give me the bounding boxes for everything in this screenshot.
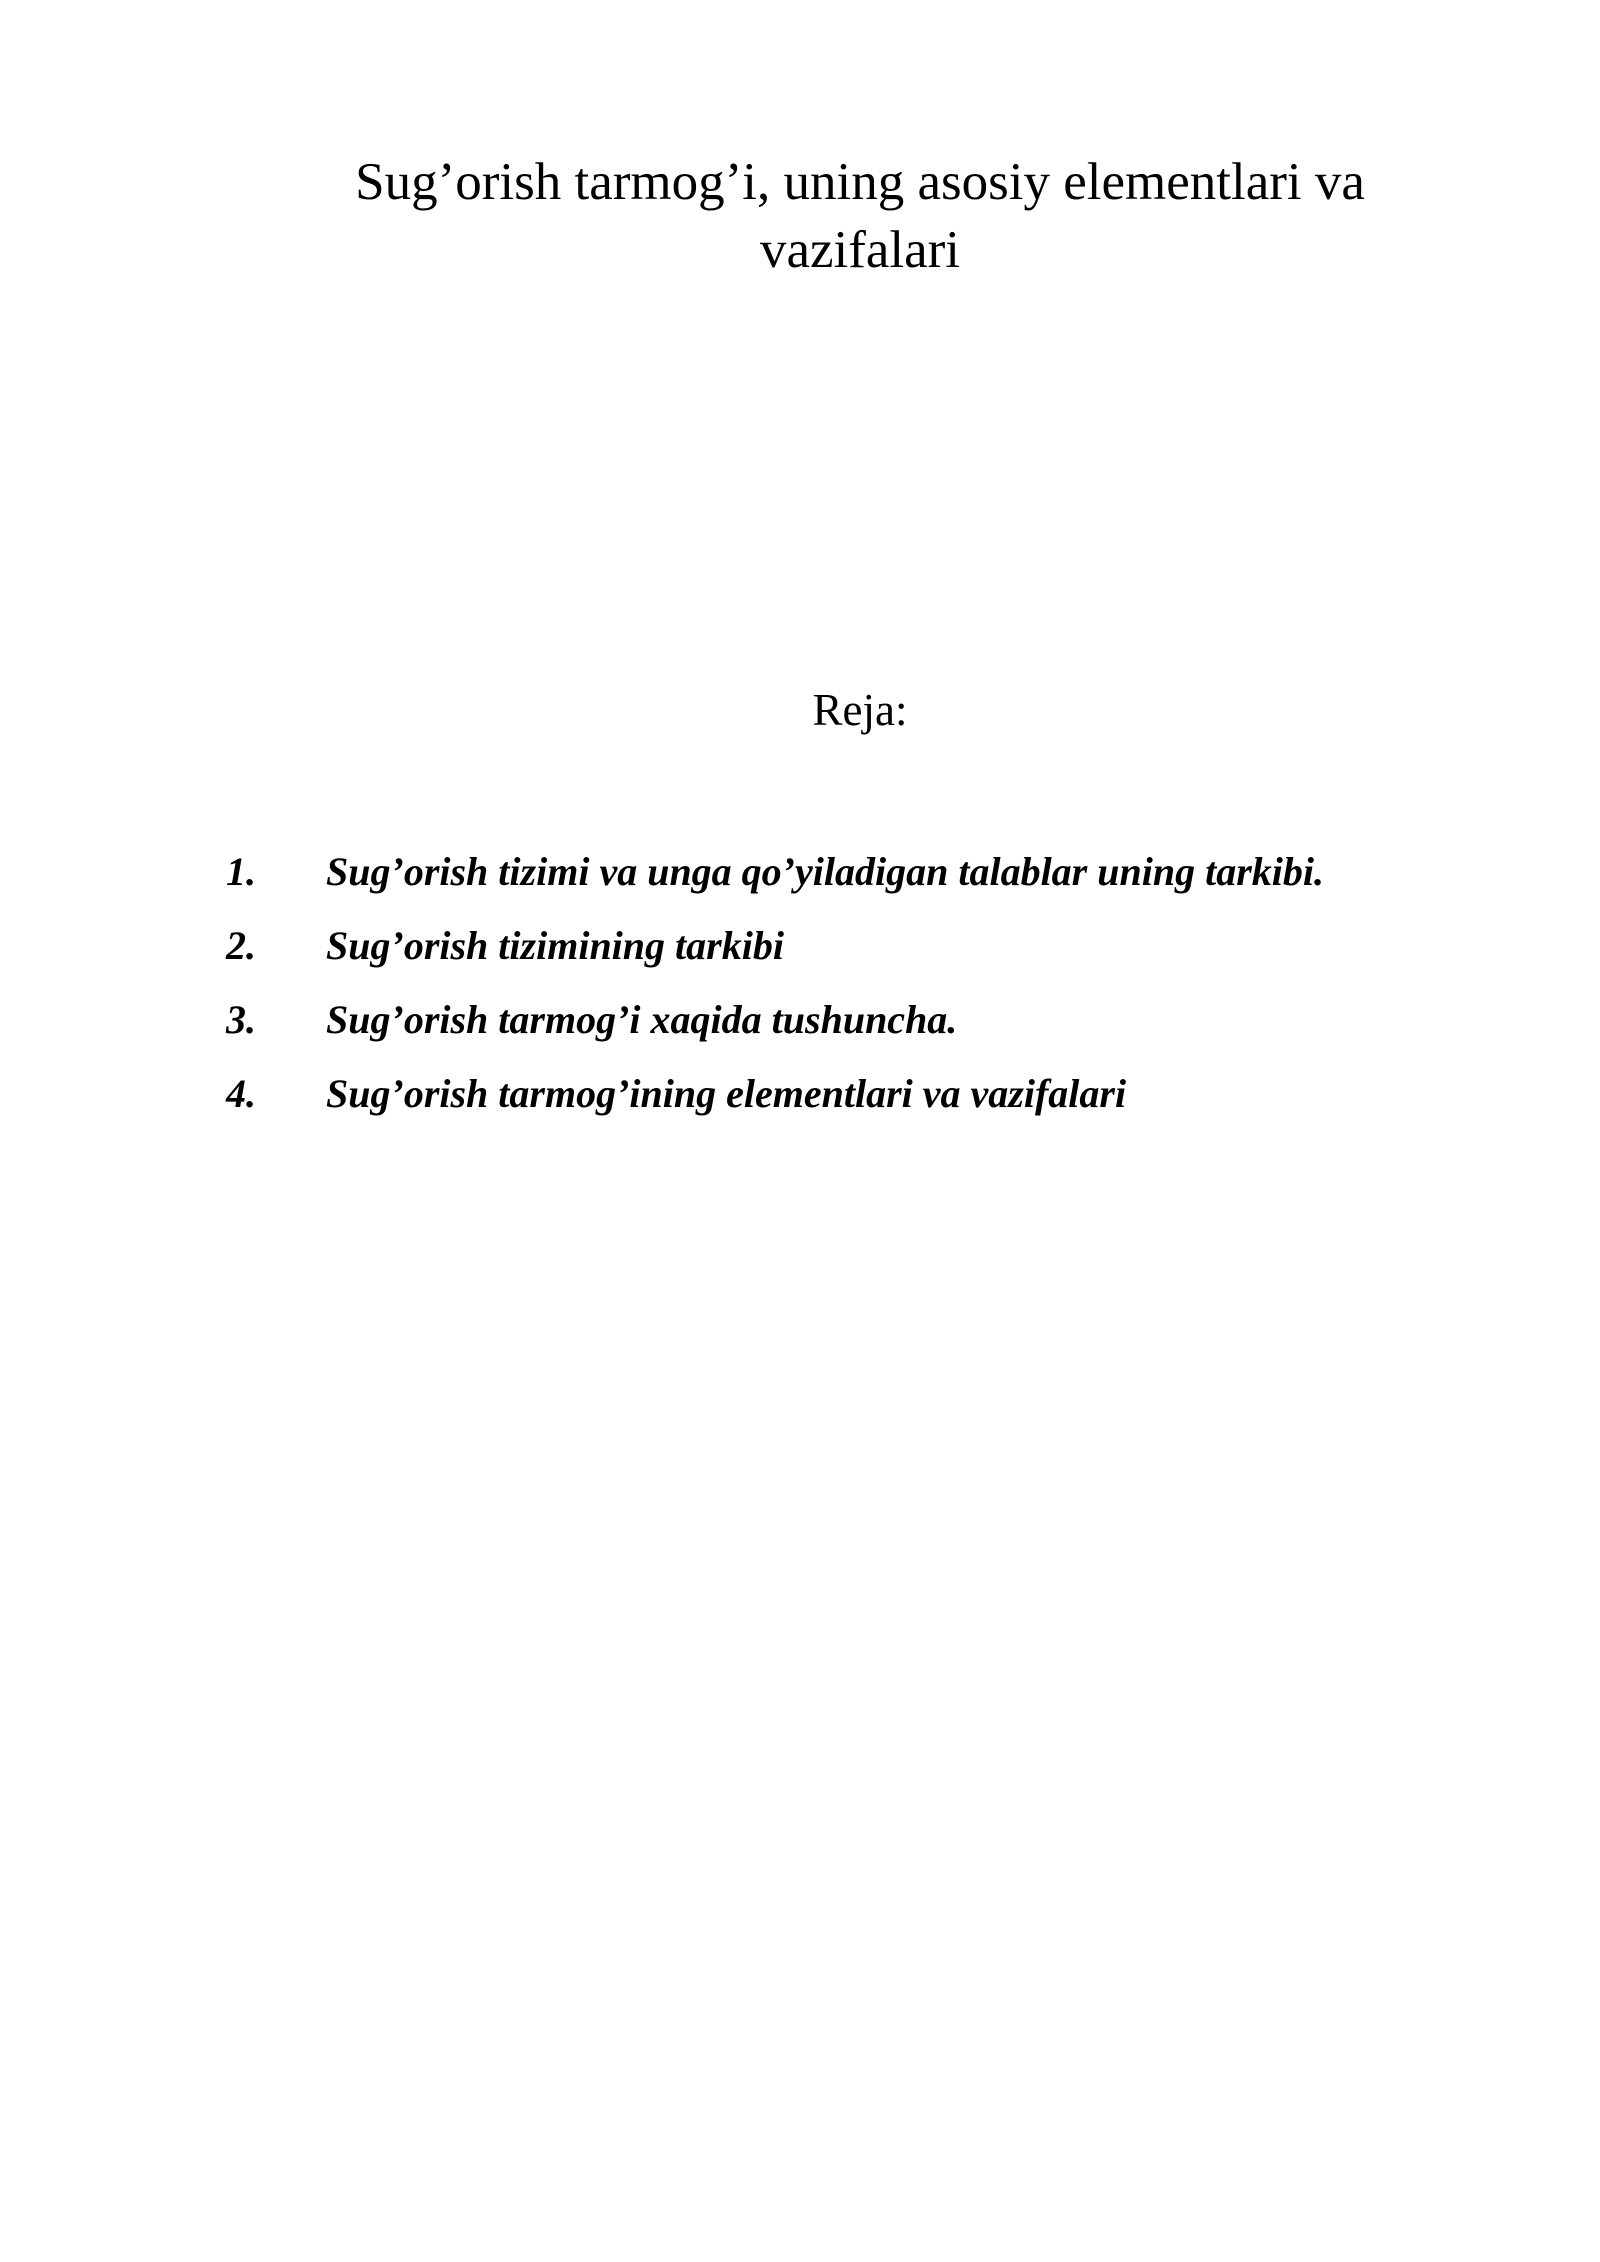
plan-item-number: 4. <box>226 1071 256 1116</box>
plan-item <box>226 1070 1526 1144</box>
plan-item <box>226 996 1526 1070</box>
plan-item-text: Sug’orish tarmog’ining elementlari va vazifalari <box>326 1071 1127 1116</box>
plan-heading: Reja: <box>812 685 908 735</box>
plan-item <box>226 922 1526 996</box>
plan-item-number: 2. <box>226 923 256 968</box>
plan-item-number: 1. <box>226 849 256 894</box>
plan-item-text: Sug’orish tarmog’i xaqida tushuncha. <box>326 997 958 1042</box>
plan-item-text: Sug’orish tizimi va unga qo’yiladigan talablar uning tarkibi. <box>326 849 1325 894</box>
plan-item <box>226 848 1526 922</box>
plan-item-text: Sug’orish tizimining tarkibi <box>326 923 784 968</box>
document-title: Sug’orish tarmog’i, uning asosiy elementlari va vazifalari <box>355 153 1365 279</box>
plan-list <box>226 848 1526 1144</box>
plan-item-number: 3. <box>226 997 256 1042</box>
